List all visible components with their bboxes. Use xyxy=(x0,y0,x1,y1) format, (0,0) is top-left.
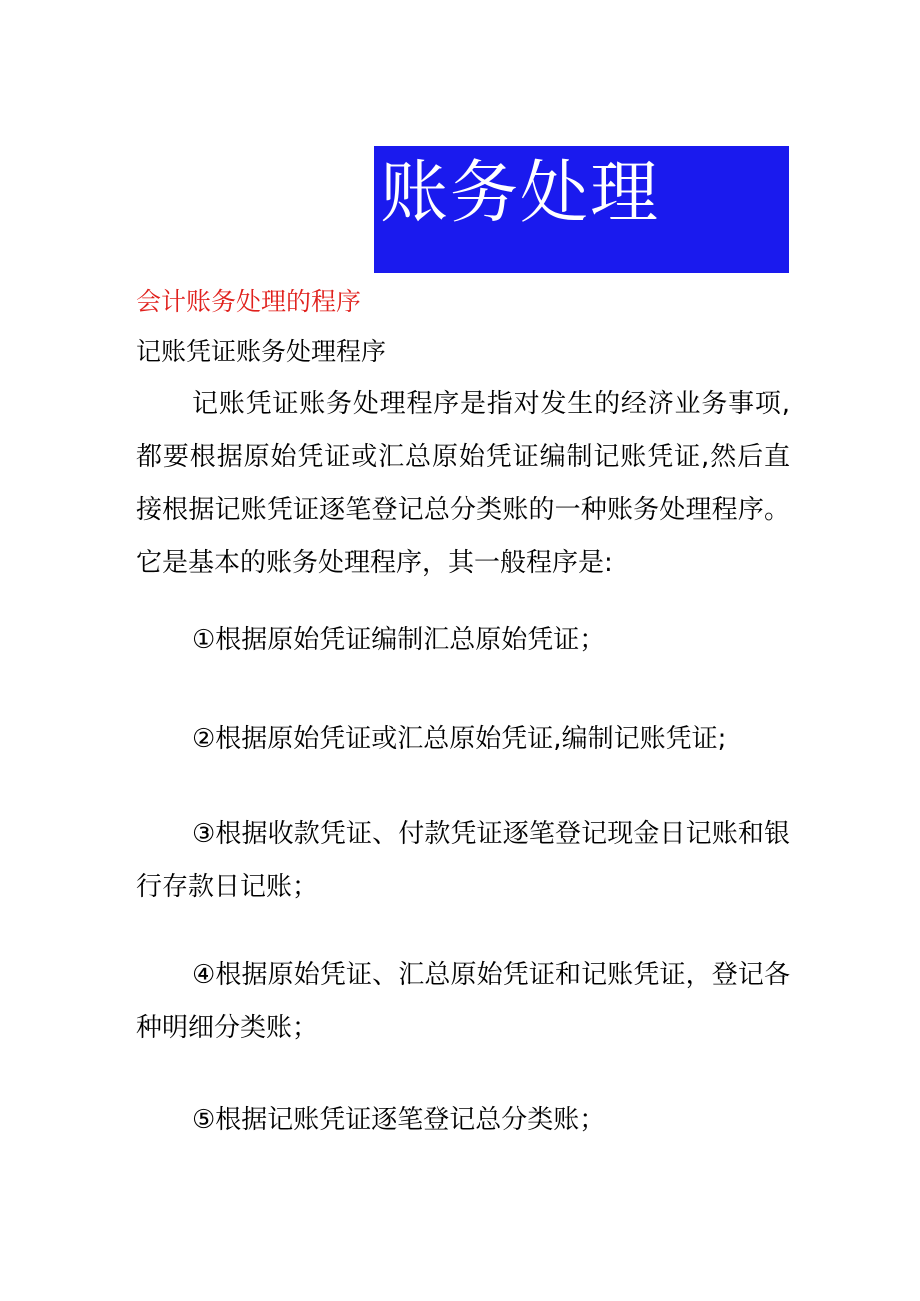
document-title: 账务处理 xyxy=(380,154,661,233)
step-5: ⑤根据记账凭证逐笔登记总分类账； xyxy=(192,1105,606,1135)
section-heading: 会计账务处理的程序 xyxy=(136,287,362,316)
title-banner xyxy=(374,146,789,273)
step-4: ④根据原始凭证、汇总原始凭证和记账凭证，登记各种明细分类账； xyxy=(136,960,790,1043)
step-2: ②根据原始凭证或汇总原始凭证,编制记账凭证; xyxy=(192,724,727,754)
intro-paragraph: 记账凭证账务处理程序是指对发生的经济业务事项,都要根据原始凭证或汇总原始凭证编制记账凭证,然后直接根据记账凭证逐笔登记总分类账的一种账务处理程序。它是基本的账务处理程序，其一般程序是: xyxy=(136,389,790,578)
step-3: ③根据收款凭证、付款凭证逐笔登记现金日记账和银行存款日记账； xyxy=(136,819,790,902)
subheading: 记账凭证账务处理程序 xyxy=(136,337,387,366)
step-1: ①根据原始凭证编制汇总原始凭证； xyxy=(192,625,606,655)
